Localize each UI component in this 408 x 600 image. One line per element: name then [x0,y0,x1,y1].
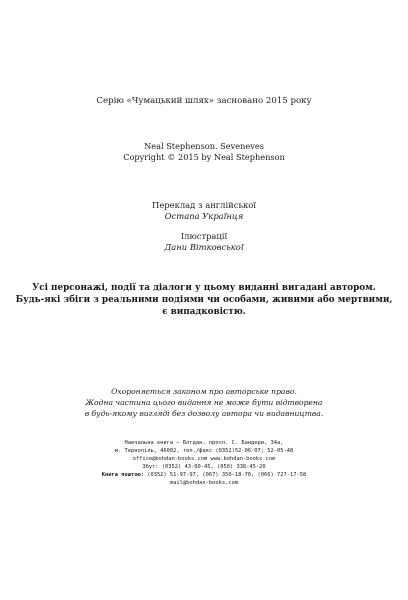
publisher-info [0,439,408,487]
publisher-line-1: Навчальна книга — Богдан, просп. С. Бандери, 34а, [124,440,284,446]
publisher-line-3: office@bohdan-books.com www.bohdan-books.com [132,456,276,462]
rights-line-3: в будь-якому вигляді без дозволу автора чи видавництва. [84,409,324,418]
publisher-email: mail@bohdan-books.com [169,480,239,486]
fiction-disclaimer [0,282,408,318]
copyright-notice [0,386,408,419]
rights-line-1: Охороняється законом про авторське право. [111,387,297,396]
mail-order-line [0,471,408,479]
illustrations-label: Ілюстрації [180,231,228,241]
illustrator-name: Дани Вітковської [164,242,244,252]
disclaimer-line-3: є випадковістю. [162,307,246,317]
publisher-line-2: м. Тернопіль, 46002, тел./факс (0352)52-06-07; 52-05-48 [114,448,294,454]
illustrations-credit [0,231,408,253]
original-credits [0,141,408,163]
disclaimer-line-2: Будь-які збіги з реальними подіями чи особами, живими або мертвими, [15,295,393,305]
mail-order-label: Книга поштою: [101,472,144,478]
copyright-line: Copyright © 2015 by Neal Stephenson [123,152,285,162]
translator-name: Остапа Українця [164,211,244,221]
mail-order-phones: (0352) 51-97-97, (067) 350-18-70, (066) 727-17-58 [147,472,307,478]
sales-line: Збут: (0352) 43-00-45, (050) 338-45-20 [142,464,266,470]
series-note: Серію «Чумацький шлях» засновано 2015 року [96,96,312,106]
disclaimer-line-1: Усі персонажі, події та діалоги у цьому виданні вигадані автором. [32,283,376,293]
translation-label: Переклад з англійської [152,200,256,210]
translation-credit [0,200,408,222]
rights-line-2: Жодна частина цього видання не може бути відтворена [85,398,323,407]
author-title: Neal Stephenson. Seveneves [144,141,264,151]
